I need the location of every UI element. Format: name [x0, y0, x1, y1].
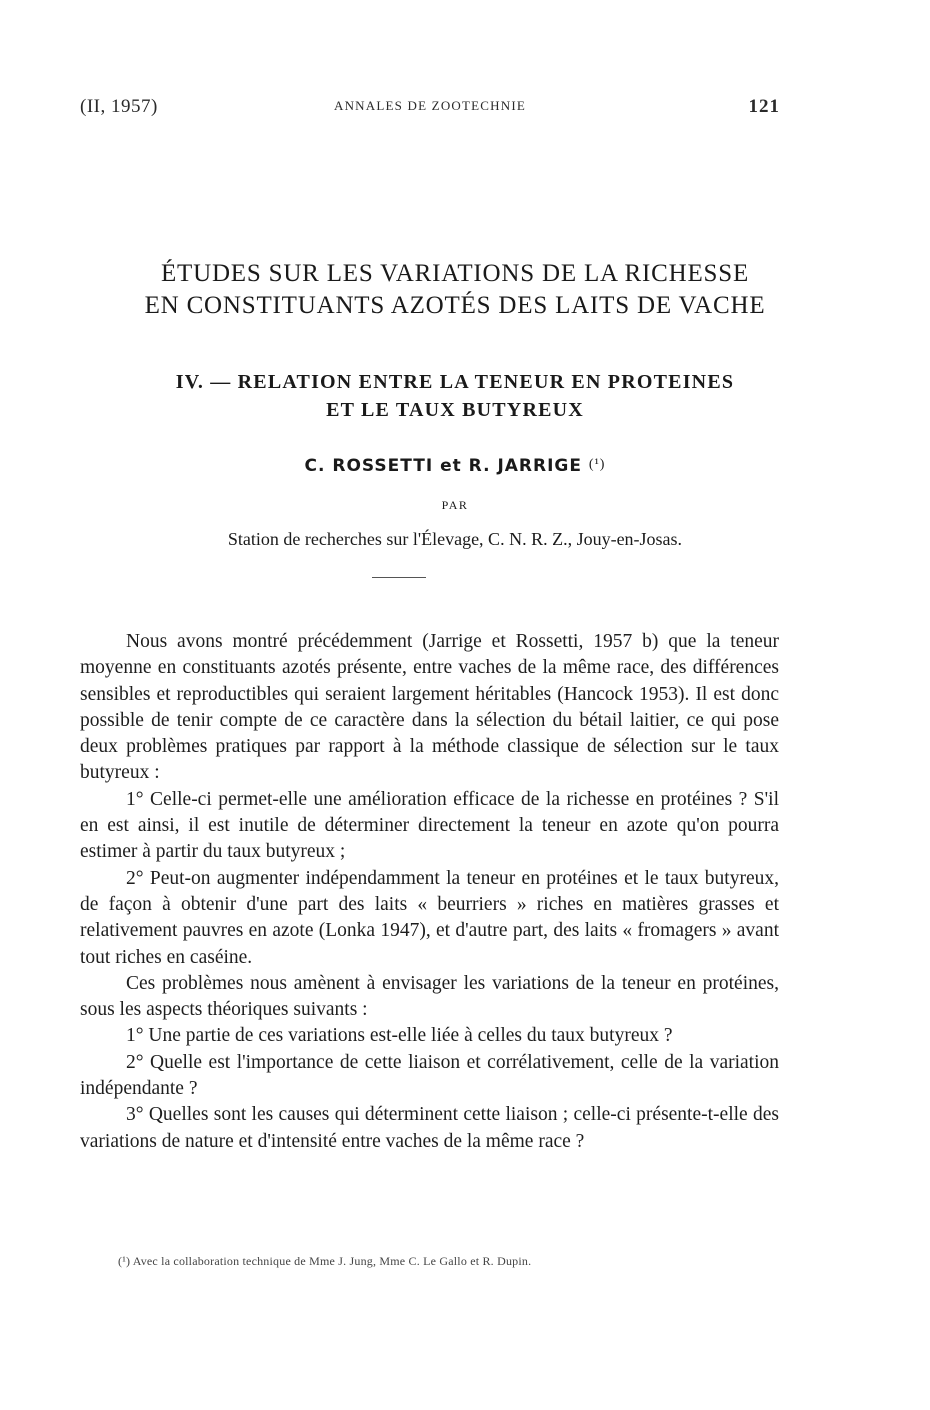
author-footnote-mark: (¹)	[588, 457, 606, 472]
article-title-line-1: ÉTUDES SUR LES VARIATIONS DE LA RICHESSE	[160, 260, 750, 287]
article-title-line-2: EN CONSTITUANTS AZOTÉS DES LAITS DE VACHE	[144, 292, 766, 319]
par-label: PAR	[441, 498, 469, 512]
running-header	[80, 96, 780, 120]
body-paragraph: 2° Peut-on augmenter indépendamment la teneur en protéines et le taux butyreux, de façon à obtenir d'une part des laits « beurriers » riches en matières grasses et relativement pauvres en azote (Lonka 1947), et d'autre part, des laits « fromagers » avant tout riches en caséine.	[80, 867, 779, 968]
journal-name: ANNALES DE ZOOTECHNIE	[333, 98, 526, 113]
affiliation: Station de recherches sur l'Élevage, C. N. R. Z., Jouy-en-Josas.	[227, 529, 683, 549]
article-body	[80, 629, 779, 1155]
author-names: C. ROSSETTI et R. JARRIGE	[304, 456, 582, 476]
body-paragraph: 3° Quelles sont les causes qui déterminent cette liaison ; celle-ci présente-t-elle des variations de nature et d'intensité entre vaches de la même race ?	[80, 1104, 779, 1152]
footnote: (¹) Avec la collaboration technique de Mme J. Jung, Mme C. Le Gallo et R. Dupin.	[118, 1254, 532, 1268]
article-title	[60, 258, 850, 322]
part-title-line-1: IV. — RELATION ENTRE LA TENEUR EN PROTEINES	[175, 371, 735, 393]
authors	[60, 456, 850, 476]
section-divider	[372, 577, 426, 578]
body-paragraph: 1° Celle-ci permet-elle une amélioration efficace de la richesse en protéines ? S'il en est ainsi, il est inutile de déterminer directement la teneur en azote qu'on pourra estimer à partir du taux butyreux ;	[80, 788, 779, 863]
page-number: 121	[748, 96, 780, 117]
part-title-line-2: ET LE TAUX BUTYREUX	[326, 399, 584, 421]
body-paragraph: Nous avons montré précédemment (Jarrige et Rossetti, 1957 b) que la teneur moyenne en constituants azotés présente, entre vaches de la même race, des différences sensibles et reproductibles qui seraient largement héritables (Hancock 1953). Il est donc possible de tenir compte de ce caractère dans la sélection du bétail laitier, ce qui pose deux problèmes pratiques par rapport à la méthode classique de sélection sur le taux butyreux :	[80, 631, 779, 784]
body-paragraph: 1° Une partie de ces variations est-elle liée à celles du taux butyreux ?	[126, 1025, 673, 1047]
body-paragraph: 2° Quelle est l'importance de cette liaison et corrélativement, celle de la variation indépendante ?	[80, 1051, 779, 1100]
part-title	[60, 368, 850, 424]
body-paragraph: Ces problèmes nous amènent à envisager les variations de la teneur en protéines, sous les aspects théoriques suivants :	[80, 972, 779, 1021]
volume-year: (II, 1957)	[80, 96, 158, 117]
